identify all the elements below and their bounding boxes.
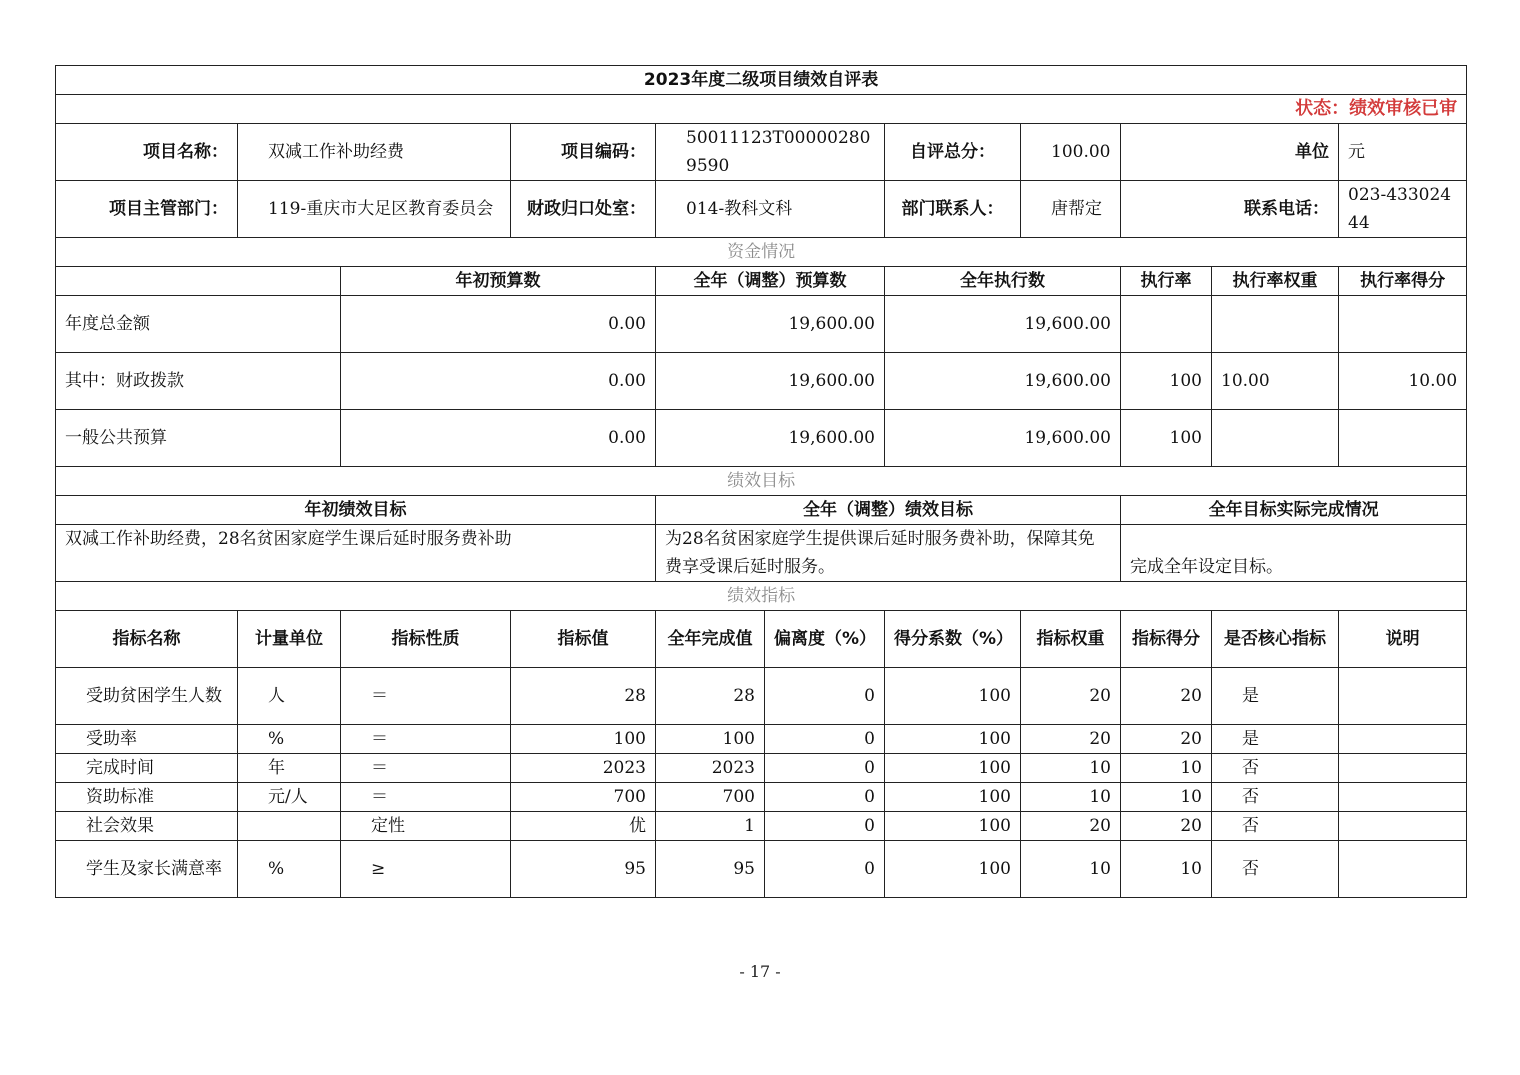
funds-header-initial: 年初预算数 bbox=[341, 267, 656, 296]
indicator-actual: 2023 bbox=[656, 754, 765, 783]
indicator-note bbox=[1339, 725, 1467, 754]
indicator-core: 是 bbox=[1212, 668, 1339, 725]
indicator-note bbox=[1339, 754, 1467, 783]
indicator-nature: ＝ bbox=[341, 754, 511, 783]
ind-header-deviation: 偏离度（%） bbox=[765, 611, 885, 668]
funds-row bbox=[56, 410, 1467, 467]
funds-row-rate bbox=[1121, 296, 1212, 353]
funds-header-score: 执行率得分 bbox=[1339, 267, 1467, 296]
ind-header-coef: 得分系数（%） bbox=[885, 611, 1021, 668]
ind-header-core: 是否核心指标 bbox=[1212, 611, 1339, 668]
indicator-unit: % bbox=[238, 841, 341, 898]
indicator-name: 资助标准 bbox=[56, 783, 238, 812]
score-value: 100.00 bbox=[1021, 124, 1121, 181]
indicator-core: 否 bbox=[1212, 812, 1339, 841]
funds-row-weight bbox=[1212, 410, 1339, 467]
funds-header-row bbox=[56, 267, 1467, 296]
phone-label: 联系电话： bbox=[1121, 181, 1339, 238]
indicator-score: 20 bbox=[1121, 725, 1212, 754]
project-name-label: 项目名称： bbox=[56, 124, 238, 181]
indicator-target: 优 bbox=[511, 812, 656, 841]
goals-header-initial: 年初绩效目标 bbox=[56, 496, 656, 525]
ind-header-weight: 指标权重 bbox=[1021, 611, 1121, 668]
ind-header-target: 指标值 bbox=[511, 611, 656, 668]
funds-header-executed: 全年执行数 bbox=[885, 267, 1121, 296]
indicator-row bbox=[56, 841, 1467, 898]
funds-row-name: 年度总金额 bbox=[56, 296, 341, 353]
indicator-note bbox=[1339, 812, 1467, 841]
indicator-deviation: 0 bbox=[765, 841, 885, 898]
funds-row-initial: 0.00 bbox=[341, 296, 656, 353]
goal-actual-text: 完成全年设定目标。 bbox=[1121, 525, 1467, 582]
indicator-actual: 95 bbox=[656, 841, 765, 898]
indicator-note bbox=[1339, 668, 1467, 725]
indicator-name: 学生及家长满意率 bbox=[56, 841, 238, 898]
goals-row bbox=[56, 525, 1467, 582]
indicator-target: 28 bbox=[511, 668, 656, 725]
finance-label: 财政归口处室： bbox=[511, 181, 656, 238]
goals-header-row bbox=[56, 496, 1467, 525]
funds-row-name: 其中：财政拨款 bbox=[56, 353, 341, 410]
funds-row bbox=[56, 296, 1467, 353]
indicator-score: 10 bbox=[1121, 754, 1212, 783]
goal-initial-text: 双减工作补助经费，28名贫困家庭学生课后延时服务费补助 bbox=[56, 525, 656, 582]
status-text: 状态：绩效审核已审 bbox=[56, 95, 1467, 124]
indicator-core: 否 bbox=[1212, 754, 1339, 783]
indicator-name: 完成时间 bbox=[56, 754, 238, 783]
indicator-unit: % bbox=[238, 725, 341, 754]
indicator-coef: 100 bbox=[885, 725, 1021, 754]
indicator-unit bbox=[238, 812, 341, 841]
indicator-weight: 20 bbox=[1021, 725, 1121, 754]
dept-label: 项目主管部门： bbox=[56, 181, 238, 238]
indicator-weight: 10 bbox=[1021, 783, 1121, 812]
project-name-value: 双减工作补助经费 bbox=[238, 124, 511, 181]
indicator-nature: ＝ bbox=[341, 783, 511, 812]
performance-table bbox=[55, 65, 1467, 898]
funds-header-rate: 执行率 bbox=[1121, 267, 1212, 296]
goal-adjusted-text: 为28名贫困家庭学生提供课后延时服务费补助，保障其免费享受课后延时服务。 bbox=[656, 525, 1121, 582]
funds-row bbox=[56, 353, 1467, 410]
indicator-name: 受助贫困学生人数 bbox=[56, 668, 238, 725]
funds-row-score bbox=[1339, 296, 1467, 353]
indicator-deviation: 0 bbox=[765, 812, 885, 841]
indicator-actual: 28 bbox=[656, 668, 765, 725]
funds-row-adjusted: 19,600.00 bbox=[656, 410, 885, 467]
funds-row-adjusted: 19,600.00 bbox=[656, 296, 885, 353]
funds-row-initial: 0.00 bbox=[341, 410, 656, 467]
indicator-weight: 20 bbox=[1021, 668, 1121, 725]
indicator-core: 是 bbox=[1212, 725, 1339, 754]
indicator-nature: ＝ bbox=[341, 668, 511, 725]
goals-header-actual: 全年目标实际完成情况 bbox=[1121, 496, 1467, 525]
goals-header-adjusted: 全年（调整）绩效目标 bbox=[656, 496, 1121, 525]
ind-header-unit: 计量单位 bbox=[238, 611, 341, 668]
ind-header-score: 指标得分 bbox=[1121, 611, 1212, 668]
score-label: 自评总分： bbox=[885, 124, 1021, 181]
funds-row-executed: 19,600.00 bbox=[885, 410, 1121, 467]
contact-value: 唐帮定 bbox=[1021, 181, 1121, 238]
funds-row-rate: 100 bbox=[1121, 353, 1212, 410]
indicator-row bbox=[56, 754, 1467, 783]
indicator-score: 20 bbox=[1121, 668, 1212, 725]
funds-row-initial: 0.00 bbox=[341, 353, 656, 410]
indicator-score: 10 bbox=[1121, 841, 1212, 898]
indicator-actual: 700 bbox=[656, 783, 765, 812]
indicator-coef: 100 bbox=[885, 841, 1021, 898]
indicator-name: 社会效果 bbox=[56, 812, 238, 841]
project-code-value: 50011123T000002809590 bbox=[656, 124, 885, 181]
indicator-deviation: 0 bbox=[765, 668, 885, 725]
indicator-deviation: 0 bbox=[765, 725, 885, 754]
indicator-row bbox=[56, 668, 1467, 725]
finance-value: 014-教科文科 bbox=[656, 181, 885, 238]
funds-row-weight: 10.00 bbox=[1212, 353, 1339, 410]
phone-value: 023-43302444 bbox=[1339, 181, 1467, 238]
funds-row-executed: 19,600.00 bbox=[885, 296, 1121, 353]
indicator-weight: 10 bbox=[1021, 754, 1121, 783]
indicator-note bbox=[1339, 783, 1467, 812]
indicators-header-row bbox=[56, 611, 1467, 668]
indicator-target: 95 bbox=[511, 841, 656, 898]
section-goals: 绩效目标 bbox=[56, 467, 1467, 496]
indicator-weight: 10 bbox=[1021, 841, 1121, 898]
indicator-unit: 元/人 bbox=[238, 783, 341, 812]
indicator-score: 20 bbox=[1121, 812, 1212, 841]
ind-header-actual: 全年完成值 bbox=[656, 611, 765, 668]
indicator-core: 否 bbox=[1212, 841, 1339, 898]
ind-header-note: 说明 bbox=[1339, 611, 1467, 668]
indicator-nature: 定性 bbox=[341, 812, 511, 841]
unit-value: 元 bbox=[1339, 124, 1467, 181]
indicator-coef: 100 bbox=[885, 754, 1021, 783]
indicator-actual: 1 bbox=[656, 812, 765, 841]
indicator-name: 受助率 bbox=[56, 725, 238, 754]
indicator-nature: ＝ bbox=[341, 725, 511, 754]
indicator-note bbox=[1339, 841, 1467, 898]
indicator-actual: 100 bbox=[656, 725, 765, 754]
ind-header-nature: 指标性质 bbox=[341, 611, 511, 668]
funds-row-score bbox=[1339, 410, 1467, 467]
table-title: 2023年度二级项目绩效自评表 bbox=[56, 66, 1467, 95]
indicator-core: 否 bbox=[1212, 783, 1339, 812]
indicator-weight: 20 bbox=[1021, 812, 1121, 841]
funds-header-blank bbox=[56, 267, 341, 296]
funds-header-adjusted: 全年（调整）预算数 bbox=[656, 267, 885, 296]
page-number: - 17 - bbox=[739, 962, 781, 981]
funds-row-weight bbox=[1212, 296, 1339, 353]
funds-row-executed: 19,600.00 bbox=[885, 353, 1121, 410]
indicator-target: 2023 bbox=[511, 754, 656, 783]
indicator-unit: 年 bbox=[238, 754, 341, 783]
indicator-coef: 100 bbox=[885, 668, 1021, 725]
dept-value: 119-重庆市大足区教育委员会 bbox=[238, 181, 511, 238]
indicator-coef: 100 bbox=[885, 812, 1021, 841]
unit-label: 单位 bbox=[1121, 124, 1339, 181]
indicator-score: 10 bbox=[1121, 783, 1212, 812]
funds-row-rate: 100 bbox=[1121, 410, 1212, 467]
contact-label: 部门联系人： bbox=[885, 181, 1021, 238]
indicator-deviation: 0 bbox=[765, 754, 885, 783]
funds-row-name: 一般公共预算 bbox=[56, 410, 341, 467]
funds-row-adjusted: 19,600.00 bbox=[656, 353, 885, 410]
section-funds: 资金情况 bbox=[56, 238, 1467, 267]
indicator-target: 700 bbox=[511, 783, 656, 812]
indicator-target: 100 bbox=[511, 725, 656, 754]
indicator-unit: 人 bbox=[238, 668, 341, 725]
indicator-coef: 100 bbox=[885, 783, 1021, 812]
indicator-row bbox=[56, 725, 1467, 754]
indicator-row bbox=[56, 812, 1467, 841]
indicator-nature: ≥ bbox=[341, 841, 511, 898]
section-indicators: 绩效指标 bbox=[56, 582, 1467, 611]
project-code-label: 项目编码： bbox=[511, 124, 656, 181]
indicator-deviation: 0 bbox=[765, 783, 885, 812]
indicator-row bbox=[56, 783, 1467, 812]
ind-header-name: 指标名称 bbox=[56, 611, 238, 668]
funds-row-score: 10.00 bbox=[1339, 353, 1467, 410]
funds-header-weight: 执行率权重 bbox=[1212, 267, 1339, 296]
